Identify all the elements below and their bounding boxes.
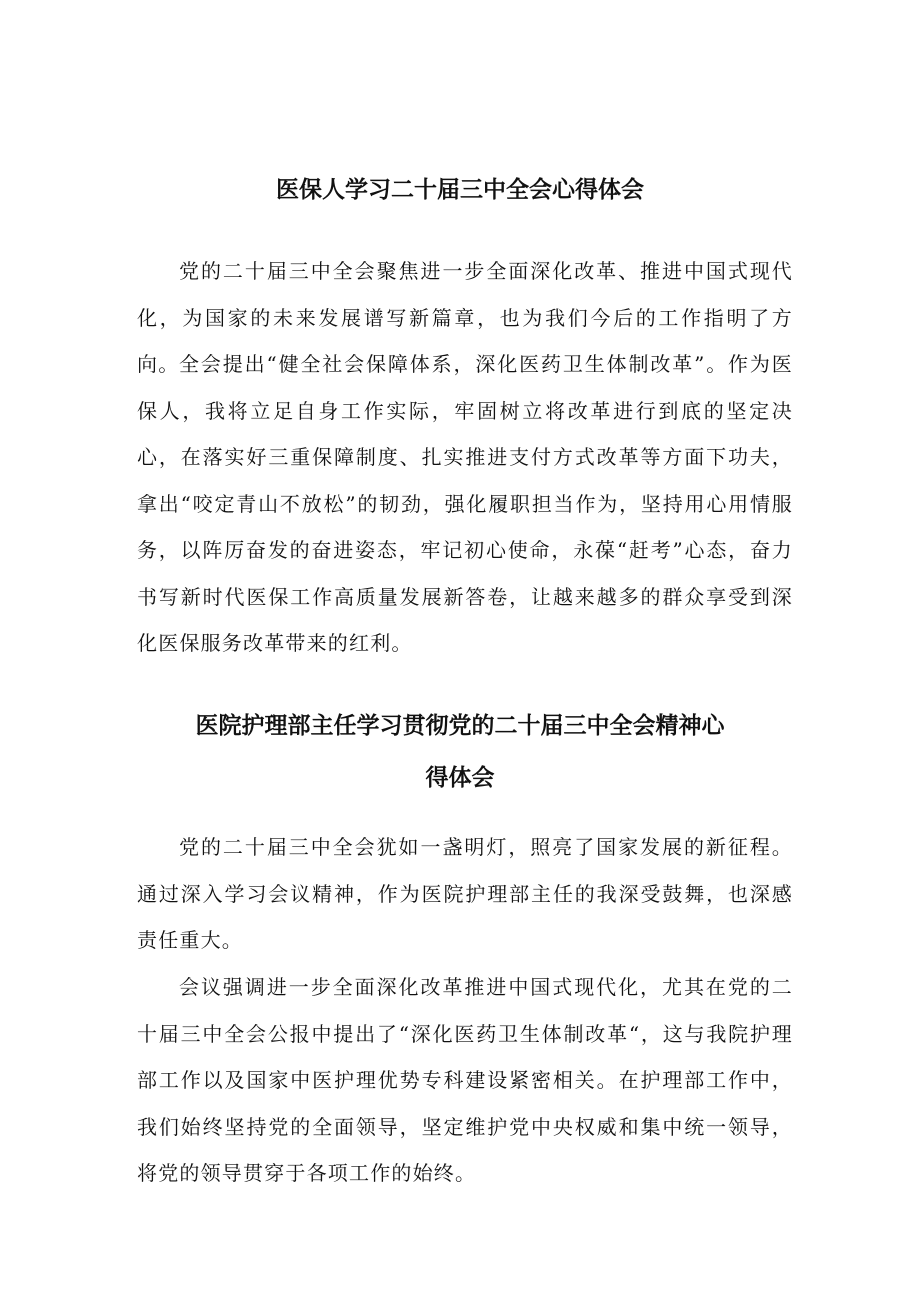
article-2-title xyxy=(120,700,800,804)
article-2-paragraph-2: 会议强调进一步全面深化改革推进中国式现代化，尤其在党的二十届三中全会公报中提出了“深化医药卫生体制改革“，这与我院护理部工作以及国家中医护理优势专科建设紧密相关。在护理部工作中，我们始终坚持党的全面领导，坚定维护党中央权威和集中统一领导，将党的领导贯穿于各项工作的始终。 xyxy=(137,975,793,1185)
article-1-title: 医保人学习二十届三中全会心得体会 xyxy=(276,177,644,203)
article-1-paragraph-2: 全会提出“健全社会保障体系，深化医药卫生体制改革”。作为医保人，我将立足自身工作实际，牢固树立将改革进行到底的坚定决心，在落实好三重保障制度、扎实推进支付方式改革等方面下功夫，拿出“咬定青山不放松”的韧劲，强化履职担当作为，坚持用心用情服务，以阵厉奋发的奋进姿态，牢记初心使命，永葆“赶考”心态，奋力书写新时代医保工作高质量发展新答卷，让越来越多的群众享受到深化医保服务改革带来的红利。 xyxy=(137,352,793,655)
article-2-title-line-1: 医院护理部主任学习贯彻党的二十届三中全会精神心 xyxy=(195,713,725,739)
article-2-paragraph-1: 党的二十届三中全会犹如一盏明灯，照亮了国家发展的新征程。通过深入学习会议精神，作为医院护理部主任的我深受鼓舞，也深感责任重大。 xyxy=(137,835,793,952)
article-2-title-line-2: 得体会 xyxy=(425,765,495,791)
article-1-paragraph-1: 党的二十届三中全会聚焦进一步全面深化改革、推进中国式现代化，为国家的未来发展谱写新篇章，也为我们今后的工作指明了方向。 xyxy=(137,259,793,376)
